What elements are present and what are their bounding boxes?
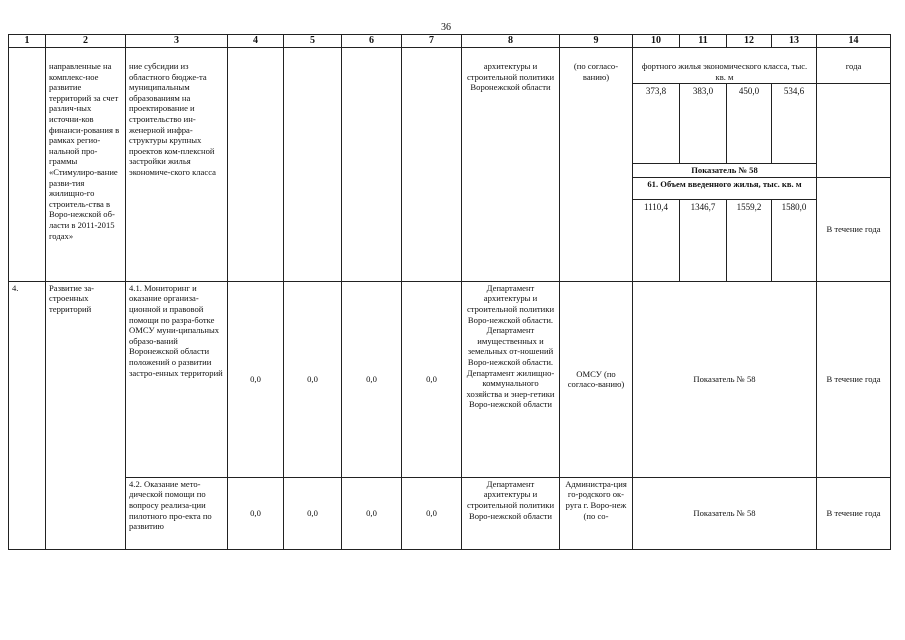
indicator-value: 450,0 xyxy=(727,84,772,164)
spacer-row xyxy=(9,48,891,61)
indicator-value: 373,8 xyxy=(633,84,680,164)
header-cell: 1 xyxy=(9,35,46,48)
indicator-value: 1559,2 xyxy=(727,199,772,281)
header-cell: 3 xyxy=(126,35,228,48)
cell-responsible: архитектуры и строительной политики Воронежской области xyxy=(462,60,560,281)
indicator-title-2: 61. Объем введенного жилья, тыс. кв. м xyxy=(633,177,817,199)
header-cell: 9 xyxy=(560,35,633,48)
header-cell: 7 xyxy=(402,35,462,48)
indicator-title-1: фортного жилья экономического класса, тыс. кв. м xyxy=(633,60,817,84)
cell-deadline-top: года xyxy=(817,60,891,84)
cell-deadline: В течение года xyxy=(817,177,891,281)
cell-value: 0,0 xyxy=(228,281,284,477)
cell-value: 0,0 xyxy=(284,281,342,477)
cell-responsible: Департамент архитектуры и строительной политики Воро-нежской области xyxy=(462,477,560,549)
cell-deadline: В течение года xyxy=(817,281,891,477)
cell-coexecutor: (по согласо-ванию) xyxy=(560,60,633,281)
indicator-value: 383,0 xyxy=(680,84,727,164)
cell-activity: ние субсидии из областного бюдже-та муниципальным образованиям на проектирование и строительство ин-женерной инфра-структуры крупных проектов ком-плексной застройки жилья экономиче-ского класса xyxy=(126,60,228,281)
header-cell: 8 xyxy=(462,35,560,48)
table-row-4-1 xyxy=(9,281,891,477)
header-cell: 6 xyxy=(342,35,402,48)
cell-value: 0,0 xyxy=(342,477,402,549)
indicator-value: 1110,4 xyxy=(633,199,680,281)
cell-value: 0,0 xyxy=(402,281,462,477)
page-number: 36 xyxy=(441,22,451,33)
cell-coexecutor: Администра-ция го-родского ок-руга г. Воро-неж (по со- xyxy=(560,477,633,549)
header-cell: 5 xyxy=(284,35,342,48)
program-table xyxy=(8,34,891,550)
indicator-value: 1346,7 xyxy=(680,199,727,281)
indicator-label: Показатель № 58 xyxy=(633,164,817,178)
cell-row-number: 4. xyxy=(9,281,46,549)
cell-deadline: В течение года xyxy=(817,477,891,549)
cell-task-name: Развитие за-строенных территорий xyxy=(46,281,126,549)
cell-value: 0,0 xyxy=(228,477,284,549)
table-row-4-2 xyxy=(9,477,891,549)
cell-coexecutor: ОМСУ (по согласо-ванию) xyxy=(560,281,633,477)
header-row xyxy=(9,35,891,48)
indicator-value: 534,6 xyxy=(772,84,817,164)
cell-value: 0,0 xyxy=(284,477,342,549)
cell-activity: 4.2. Оказание мето-дической помощи по вопросу реализа-ции пилотного про-екта по развитию xyxy=(126,477,228,549)
header-cell: 4 xyxy=(228,35,284,48)
header-cell: 11 xyxy=(680,35,727,48)
header-cell: 10 xyxy=(633,35,680,48)
cell-task-name: направленные на комплекс-ное развитие территорий за счет различ-ных источни-ков финанси-рования в рамках регио-нальной про-граммы «Стимулиро-вание разви-тия жилищно-го строитель-ства в Воро-нежской об-ласти в 2011-2015 годах» xyxy=(46,60,126,281)
cell-indicator: Показатель № 58 xyxy=(633,281,817,477)
cell-value: 0,0 xyxy=(342,281,402,477)
indicator-value: 1580,0 xyxy=(772,199,817,281)
cell-activity: 4.1. Мониторинг и оказание организа-ционной и правовой помощи по разра-ботке ОМСУ муни-ципальных образо-ваний Воронежской области положений о развитии застро-енных территорий xyxy=(126,281,228,477)
header-cell: 2 xyxy=(46,35,126,48)
cell-value: 0,0 xyxy=(402,477,462,549)
header-cell: 13 xyxy=(772,35,817,48)
table-row-continued xyxy=(9,60,891,84)
cell-indicator: Показатель № 58 xyxy=(633,477,817,549)
header-cell: 12 xyxy=(727,35,772,48)
cell-responsible: Департамент архитектуры и строительной политики Воро-нежской области. Департамент имущественных и земельных от-ношений Воро-нежской области. Департамент жилищно-коммунального хозяйства и энер-гетики Воро-нежской области xyxy=(462,281,560,477)
header-cell: 14 xyxy=(817,35,891,48)
